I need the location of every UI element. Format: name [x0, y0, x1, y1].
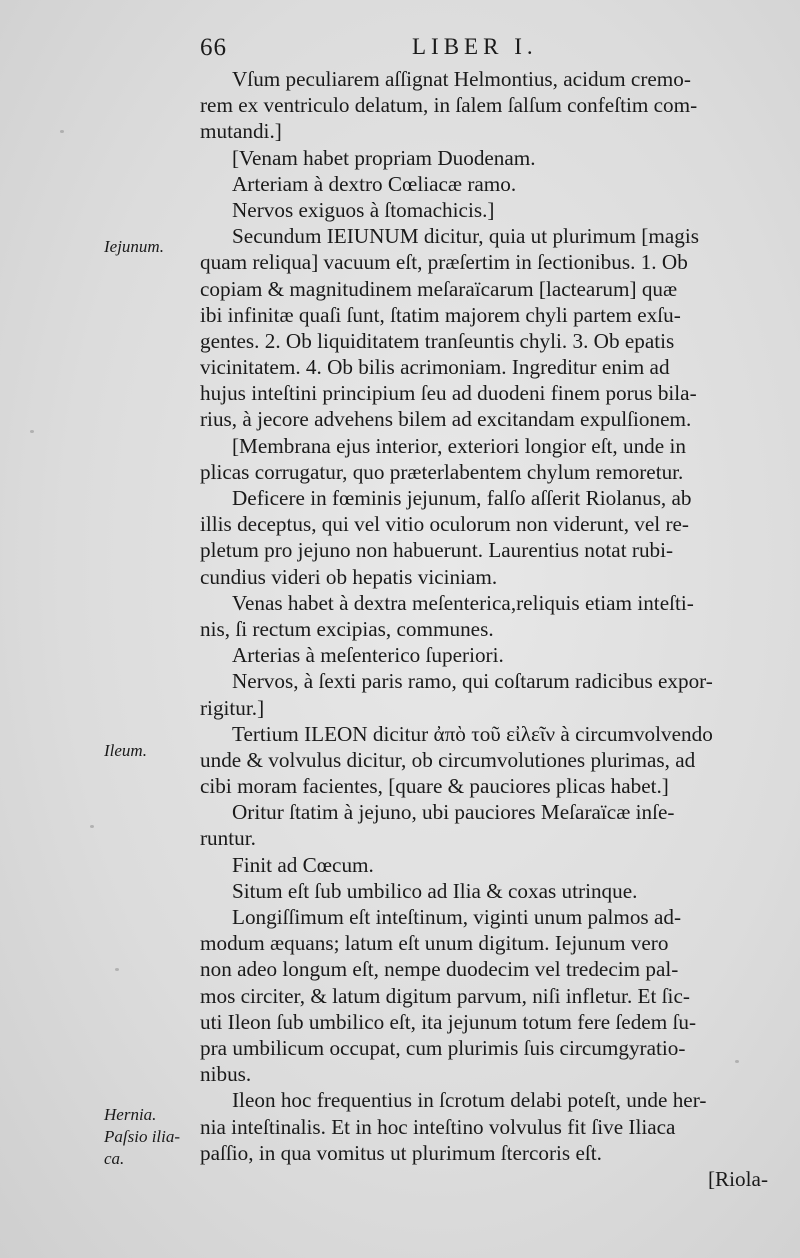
text-line: Nervos, à ſexti paris ramo, qui coſtarum radicibus expor-: [232, 669, 713, 694]
text-line: mutandi.]: [200, 119, 282, 144]
paper-speck: [90, 825, 94, 828]
text-line: vicinitatem. 4. Ob bilis acrimoniam. Ingreditur enim ad: [200, 355, 670, 380]
text-line: rigitur.]: [200, 695, 265, 720]
text-line: Secundum IEIUNUM dicitur, quia ut plurimum [magis: [232, 224, 699, 249]
text-line: Vſum peculiarem aſſignat Helmontius, acidum cremo-: [232, 67, 691, 91]
text-line: [Venam habet propriam Duodenam.: [232, 145, 536, 170]
text-line: cundius videri ob hepatis viciniam.: [200, 564, 498, 589]
paper-speck: [30, 430, 34, 433]
text-line: [Membrana ejus interior, exteriori longior eſt, unde in: [232, 433, 686, 458]
text-line: Venas habet à dextra meſenterica,reliquis etiam inteſti-: [232, 590, 694, 615]
running-head: [0, 34, 800, 64]
text-line: copiam & magnitudinem meſaraïcarum [lactearum] quæ: [200, 276, 678, 301]
text-line: Ileon hoc frequentius in ſcrotum delabi poteſt, unde her-: [232, 1088, 707, 1113]
margin-note: Ileum.: [104, 741, 147, 760]
text-line: mos circiter, & latum digitum parvum, niſi infletur. Et ſic-: [200, 983, 690, 1008]
margin-note: ca.: [104, 1149, 125, 1168]
margin-note: Iejunum.: [104, 237, 164, 256]
text-line: Deficere in fœminis jejunum, falſo aſſerit Riolanus, ab: [232, 486, 692, 510]
text-line: Nervos exiguos à ſtomachicis.]: [232, 197, 495, 222]
text-line: nis, ſi rectum excipias, communes.: [200, 616, 494, 641]
text-line: Tertium ILEON dicitur ἀπὸ τοῦ εἰλεῖν à circumvolvendo: [232, 721, 713, 746]
book-title: LIBER I.: [412, 34, 538, 59]
text-line: runtur.: [200, 826, 256, 851]
text-line: pletum pro jejuno non habuerunt. Laurentius notat rubi-: [200, 538, 674, 563]
text-line: hujus inteſtini principium ſeu ad duodeni finem porus bila-: [200, 381, 697, 406]
text-line: Arteriam à dextro Cœliacæ ramo.: [232, 171, 517, 196]
paper-speck: [735, 1060, 739, 1063]
text-line: unde & volvulus dicitur, ob circumvolutiones plurimas, ad: [200, 747, 696, 772]
text-line: modum æquans; latum eſt unum digitum. Iejunum vero: [200, 931, 669, 956]
text-line: uti Ileon ſub umbilico eſt, ita jejunum totum fere ſedem ſu-: [200, 1009, 697, 1034]
text-line: Arterias à meſenterico ſuperiori.: [232, 643, 504, 668]
text-line: rius, à jecore advehens bilem ad excitandam expulſionem.: [200, 407, 692, 432]
text-line: rem ex ventriculo delatum, in ſalem ſalſum confeſtim com-: [200, 93, 698, 118]
margin-note: Paſsio ilia-: [104, 1127, 181, 1146]
text-line: Finit ad Cœcum.: [232, 852, 374, 877]
text-line: gentes. 2. Ob liquiditatem tranſeuntis chyli. 3. Ob epatis: [200, 328, 675, 353]
text-line: [Riola-: [707, 1166, 768, 1191]
text-line: plicas corrugatur, quo præterlabentem chylum remoretur.: [200, 459, 684, 484]
text-line: illis deceptus, qui vel vitio oculorum non viderunt, vel re-: [200, 512, 689, 537]
body-text: [200, 66, 768, 1192]
text-line: nia inteſtinalis. Et in hoc inteſtino volvulus fit ſive Iliaca: [200, 1114, 676, 1139]
text-line: cibi moram facientes, [quare & pauciores plicas habet.]: [200, 774, 669, 799]
page-number: 66: [200, 34, 227, 61]
text-line: pra umbilicum occupat, cum plurimis ſuis circumgyratio-: [200, 1035, 686, 1060]
text-line: ibi infinitæ quaſi ſunt, ſtatim majorem chyli partem exſu-: [200, 302, 681, 327]
paper-speck: [115, 968, 119, 971]
text-line: non adeo longum eſt, nempe duodecim vel tredecim pal-: [200, 957, 679, 982]
text-line: paſſio, in qua vomitus ut plurimum ſtercoris eſt.: [200, 1140, 602, 1165]
text-line: Longiſſimum eſt inteſtinum, viginti unum palmos ad-: [232, 905, 682, 929]
paper-speck: [60, 130, 64, 133]
text-line: quam reliqua] vacuum eſt, præſertim in ſectionibus. 1. Ob: [200, 250, 688, 275]
text-line: nibus.: [200, 1062, 252, 1087]
text-line: Oritur ſtatim à jejuno, ubi pauciores Meſaraïcæ inſe-: [232, 800, 675, 825]
margin-note: Hernia.: [104, 1105, 157, 1124]
text-line: Situm eſt ſub umbilico ad Ilia & coxas utrinque.: [232, 878, 638, 903]
